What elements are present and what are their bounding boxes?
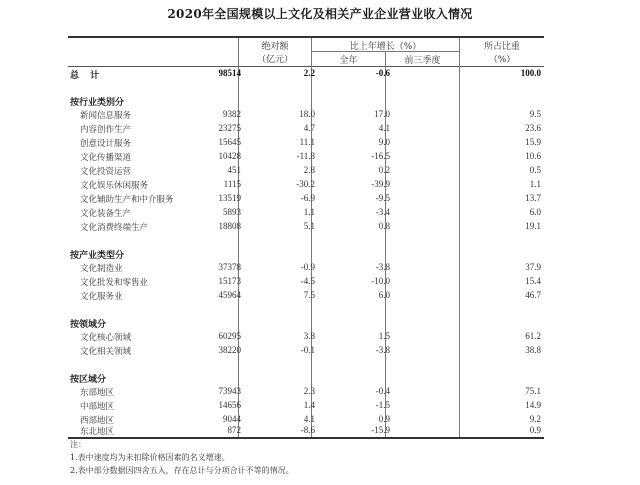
section-header <box>68 95 544 108</box>
table-row <box>68 290 544 303</box>
growth-q3-cell: 0.8 <box>378 221 390 231</box>
section-title: 按产业类型分 <box>70 251 125 261</box>
growth-q3-cell: 0.9 <box>378 414 390 424</box>
table-row <box>68 179 544 192</box>
growth-year-cell: -4.5 <box>300 276 315 286</box>
table-row <box>68 262 544 275</box>
growth-year-cell: -6.9 <box>300 193 315 203</box>
growth-year-cell: 4.7 <box>303 123 315 133</box>
growth-year-cell: 7.5 <box>303 290 315 300</box>
growth-year-cell: 1.4 <box>303 400 315 410</box>
share-cell: 10.6 <box>525 151 541 161</box>
growth-year-cell: 11.1 <box>299 137 315 147</box>
section-title: 按领域分 <box>70 320 107 330</box>
section-title: 按行业类别分 <box>70 98 125 108</box>
share-cell: 37.9 <box>525 262 541 272</box>
note-1: 1.表中速度均为未扣除价格因素的名义增速。 <box>70 453 230 462</box>
growth-q3-cell: 9.0 <box>378 137 390 147</box>
header-rule <box>68 66 544 67</box>
amount-cell: 451 <box>227 165 241 175</box>
table-row <box>68 331 544 344</box>
growth-q3-cell: -39.9 <box>371 179 390 189</box>
row-label: 文化娱乐休闲服务 <box>80 181 149 191</box>
growth-year-cell: 5.1 <box>303 221 315 231</box>
growth-year-cell: 2.2 <box>303 68 315 78</box>
row-label: 内容创作生产 <box>80 125 132 135</box>
header-amount-line2: （亿元） <box>256 55 293 65</box>
growth-year-cell: 2.3 <box>303 386 315 396</box>
growth-year-cell: -30.2 <box>296 179 315 189</box>
header-growth-q1-q3: 前三季度 <box>404 56 441 66</box>
table-row <box>68 221 544 234</box>
share-cell: 0.5 <box>529 165 541 175</box>
header-share <box>460 39 544 65</box>
row-label: 文化消费终端生产 <box>80 223 149 233</box>
table-row <box>68 193 544 206</box>
top-rule <box>68 36 544 38</box>
row-label: 文化相关领域 <box>80 347 132 357</box>
growth-q3-cell: 0.2 <box>378 165 390 175</box>
growth-year-cell: 1.1 <box>303 207 315 217</box>
growth-q3-cell: -3.8 <box>375 345 390 355</box>
growth-q3-cell: -9.5 <box>375 193 390 203</box>
share-cell: 15.4 <box>525 276 541 286</box>
growth-q3-cell: -3.4 <box>375 207 390 217</box>
growth-q3-cell: 6.0 <box>378 290 390 300</box>
share-cell: 38.8 <box>525 345 541 355</box>
amount-cell: 9382 <box>223 109 241 119</box>
share-cell: 61.2 <box>525 331 541 341</box>
header-growth-full-year: 全年 <box>339 56 358 66</box>
growth-q3-cell: 4.1 <box>378 123 390 133</box>
section-header <box>68 317 544 330</box>
amount-cell: 38220 <box>218 345 241 355</box>
table-notes <box>70 438 294 477</box>
share-cell: 15.9 <box>525 137 541 147</box>
amount-cell: 45964 <box>218 290 241 300</box>
amount-cell: 23275 <box>218 123 241 133</box>
amount-cell: 872 <box>227 425 241 435</box>
growth-year-cell: 3.8 <box>303 331 315 341</box>
header-amount-line1: 绝对额 <box>261 42 289 52</box>
amount-cell: 15173 <box>218 276 241 286</box>
amount-cell: 60295 <box>218 331 241 341</box>
amount-cell: 10428 <box>218 151 241 161</box>
amount-cell: 9044 <box>223 414 241 424</box>
growth-year-cell: -0.1 <box>300 345 315 355</box>
growth-year-cell: 4.1 <box>303 414 315 424</box>
row-label: 文化制造业 <box>80 264 123 274</box>
growth-q3-cell: -0.6 <box>375 68 390 78</box>
row-label: 文化核心领域 <box>80 333 132 343</box>
growth-q3-cell: -0.4 <box>375 386 390 396</box>
notes-heading: 注： <box>70 440 86 449</box>
growth-q3-cell: -15.9 <box>371 425 390 435</box>
header-amount <box>239 39 311 65</box>
amount-cell: 1115 <box>223 179 241 189</box>
row-label: 东部地区 <box>80 388 115 398</box>
share-cell: 14.9 <box>525 400 541 410</box>
amount-cell: 13519 <box>218 193 241 203</box>
share-cell: 0.9 <box>529 425 541 435</box>
header-growth: 比上年增长（%） <box>349 42 422 52</box>
share-cell: 9.5 <box>529 109 541 119</box>
row-label: 西部地区 <box>80 416 115 426</box>
row-label: 文化服务业 <box>80 292 123 302</box>
share-cell: 19.1 <box>525 221 541 231</box>
row-label: 文化传播渠道 <box>80 153 132 163</box>
share-cell: 1.1 <box>529 179 541 189</box>
row-label: 总 计 <box>70 71 104 81</box>
share-cell: 75.1 <box>525 386 541 396</box>
growth-q3-cell: -3.8 <box>375 262 390 272</box>
row-label: 文化批发和零售业 <box>80 278 149 288</box>
section-header <box>68 372 544 385</box>
table-row <box>68 400 544 413</box>
note-2: 2.表中部分数据因四舍五入，存在总计与分项合计不等的情况。 <box>70 466 294 475</box>
table-row <box>68 386 544 399</box>
amount-cell: 73943 <box>218 386 241 396</box>
growth-q3-cell: 1.5 <box>378 331 390 341</box>
growth-year-cell: -0.9 <box>300 262 315 272</box>
amount-cell: 5893 <box>223 207 241 217</box>
amount-cell: 98514 <box>218 68 241 78</box>
amount-cell: 14656 <box>218 400 241 410</box>
row-label: 创意设计服务 <box>80 139 132 149</box>
growth-year-cell: 18.0 <box>299 109 315 119</box>
share-cell: 100.0 <box>520 68 541 78</box>
table-row <box>68 109 544 122</box>
amount-cell: 15645 <box>218 137 241 147</box>
row-label: 东北地区 <box>80 427 115 437</box>
growth-q3-cell: -1.5 <box>375 400 390 410</box>
table-row <box>68 123 544 136</box>
growth-q3-cell: -10.0 <box>371 276 390 286</box>
row-label: 文化装备生产 <box>80 209 132 219</box>
growth-q3-cell: 17.0 <box>374 109 390 119</box>
table-row <box>68 276 544 289</box>
row-label: 新闻信息服务 <box>80 111 132 121</box>
table-row <box>68 137 544 150</box>
header-share-line1: 所占比重 <box>483 42 520 52</box>
table-row <box>68 165 544 178</box>
section-header <box>68 248 544 261</box>
growth-year-cell: -8.6 <box>300 425 315 435</box>
row-label: 中部地区 <box>80 402 115 412</box>
share-cell: 46.7 <box>525 290 541 300</box>
section-title: 按区域分 <box>70 375 107 385</box>
row-label: 文化辅助生产和中介服务 <box>80 195 174 205</box>
amount-cell: 37378 <box>218 262 241 272</box>
table-row <box>68 345 544 358</box>
header-share-line2: （%） <box>488 55 516 65</box>
amount-cell: 18808 <box>218 221 241 231</box>
row-label: 文化投资运营 <box>80 167 132 177</box>
growth-year-cell: -11.8 <box>296 151 315 161</box>
share-cell: 9.2 <box>529 414 541 424</box>
share-cell: 23.6 <box>525 123 541 133</box>
table-title: 2020年全国规模以上文化及相关产业企业营业收入情况 <box>167 7 473 21</box>
share-cell: 13.7 <box>525 193 541 203</box>
total-row <box>68 68 544 81</box>
table-row <box>68 151 544 164</box>
share-cell: 6.0 <box>529 207 541 217</box>
growth-year-cell: 2.8 <box>303 165 315 175</box>
table-row <box>68 207 544 220</box>
growth-q3-cell: -16.5 <box>371 151 390 161</box>
table-row <box>68 425 544 438</box>
